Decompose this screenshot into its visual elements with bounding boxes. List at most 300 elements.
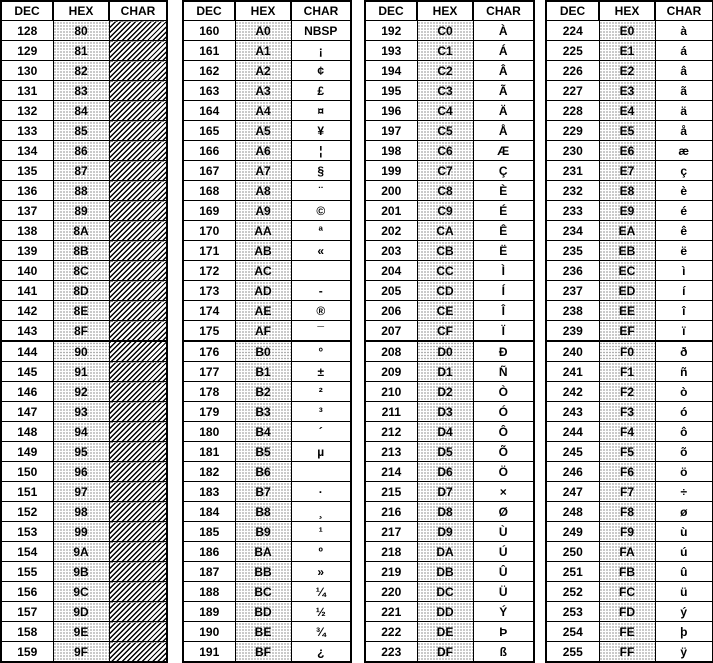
hex-cell: 85 bbox=[53, 121, 109, 141]
dec-cell: 248 bbox=[546, 502, 599, 522]
hex-cell: AE bbox=[235, 301, 291, 321]
dec-cell: 255 bbox=[546, 642, 599, 663]
char-cell: þ bbox=[655, 622, 713, 642]
char-cell: õ bbox=[655, 442, 713, 462]
dec-cell: 200 bbox=[365, 181, 417, 201]
dec-cell: 246 bbox=[546, 462, 599, 482]
dec-cell: 132 bbox=[1, 101, 53, 121]
table-row bbox=[365, 101, 534, 121]
undefined-char-cell bbox=[109, 542, 167, 562]
hex-cell: DA bbox=[417, 542, 473, 562]
dec-cell: 253 bbox=[546, 602, 599, 622]
table-row bbox=[365, 281, 534, 301]
table-row bbox=[183, 341, 351, 362]
table-row bbox=[546, 542, 713, 562]
hex-cell: CF bbox=[417, 321, 473, 342]
dec-cell: 254 bbox=[546, 622, 599, 642]
char-cell: µ bbox=[291, 442, 351, 462]
undefined-char-cell bbox=[109, 562, 167, 582]
char-cell: ² bbox=[291, 382, 351, 402]
dec-cell: 161 bbox=[183, 41, 235, 61]
dec-cell: 162 bbox=[183, 61, 235, 81]
dec-cell: 167 bbox=[183, 161, 235, 181]
dec-cell: 149 bbox=[1, 442, 53, 462]
dec-cell: 193 bbox=[365, 41, 417, 61]
hex-cell: 9B bbox=[53, 562, 109, 582]
hex-cell: C5 bbox=[417, 121, 473, 141]
undefined-char-cell bbox=[109, 21, 167, 41]
dec-cell: 180 bbox=[183, 422, 235, 442]
table-row bbox=[1, 161, 167, 181]
hex-cell: F9 bbox=[599, 522, 655, 542]
hex-cell: 9A bbox=[53, 542, 109, 562]
dec-cell: 225 bbox=[546, 41, 599, 61]
table-row bbox=[1, 602, 167, 622]
dec-cell: 232 bbox=[546, 181, 599, 201]
char-cell bbox=[291, 462, 351, 482]
char-cell: ´ bbox=[291, 422, 351, 442]
hex-header: HEX bbox=[417, 1, 473, 21]
dec-cell: 168 bbox=[183, 181, 235, 201]
char-cell: ¦ bbox=[291, 141, 351, 161]
table-row bbox=[546, 462, 713, 482]
char-cell: é bbox=[655, 201, 713, 221]
char-cell: Í bbox=[473, 281, 534, 301]
hex-cell: B2 bbox=[235, 382, 291, 402]
table-row bbox=[183, 41, 351, 61]
dec-cell: 236 bbox=[546, 261, 599, 281]
hex-cell: AA bbox=[235, 221, 291, 241]
char-cell: Ú bbox=[473, 542, 534, 562]
hex-cell: EF bbox=[599, 321, 655, 342]
char-header: CHAR bbox=[291, 1, 351, 21]
hex-cell: A4 bbox=[235, 101, 291, 121]
table-row bbox=[546, 562, 713, 582]
dec-cell: 244 bbox=[546, 422, 599, 442]
undefined-char-cell bbox=[109, 281, 167, 301]
dec-cell: 207 bbox=[365, 321, 417, 342]
char-cell: ¿ bbox=[291, 642, 351, 663]
hex-cell: 94 bbox=[53, 422, 109, 442]
table-row bbox=[183, 602, 351, 622]
hex-cell: FE bbox=[599, 622, 655, 642]
hex-cell: A3 bbox=[235, 81, 291, 101]
table-row bbox=[365, 542, 534, 562]
undefined-char-cell bbox=[109, 221, 167, 241]
table-row bbox=[1, 582, 167, 602]
dec-cell: 136 bbox=[1, 181, 53, 201]
dec-cell: 205 bbox=[365, 281, 417, 301]
undefined-char-cell bbox=[109, 61, 167, 81]
dec-cell: 235 bbox=[546, 241, 599, 261]
table-row bbox=[183, 101, 351, 121]
table-row bbox=[365, 622, 534, 642]
dec-cell: 182 bbox=[183, 462, 235, 482]
table-row bbox=[1, 462, 167, 482]
table-row bbox=[546, 382, 713, 402]
char-cell: Ï bbox=[473, 321, 534, 342]
table-row bbox=[183, 161, 351, 181]
table-row bbox=[1, 61, 167, 81]
table-row bbox=[546, 181, 713, 201]
dec-cell: 216 bbox=[365, 502, 417, 522]
table-row bbox=[365, 121, 534, 141]
dec-cell: 242 bbox=[546, 382, 599, 402]
hex-cell: D7 bbox=[417, 482, 473, 502]
table-row bbox=[1, 181, 167, 201]
char-cell: è bbox=[655, 181, 713, 201]
hex-cell: A8 bbox=[235, 181, 291, 201]
char-header: CHAR bbox=[655, 1, 713, 21]
char-cell: ¯ bbox=[291, 321, 351, 342]
dec-cell: 134 bbox=[1, 141, 53, 161]
hex-cell: BE bbox=[235, 622, 291, 642]
hex-cell: C2 bbox=[417, 61, 473, 81]
hex-cell: D4 bbox=[417, 422, 473, 442]
hex-cell: 8A bbox=[53, 221, 109, 241]
char-cell: Ø bbox=[473, 502, 534, 522]
dec-cell: 214 bbox=[365, 462, 417, 482]
table-row bbox=[183, 522, 351, 542]
char-cell: Á bbox=[473, 41, 534, 61]
table-row bbox=[546, 121, 713, 141]
hex-cell: E8 bbox=[599, 181, 655, 201]
table-row bbox=[1, 562, 167, 582]
table-row bbox=[183, 422, 351, 442]
table-row bbox=[546, 21, 713, 41]
undefined-char-cell bbox=[109, 362, 167, 382]
hex-cell: D1 bbox=[417, 362, 473, 382]
hex-cell: 8C bbox=[53, 261, 109, 281]
hex-cell: D3 bbox=[417, 402, 473, 422]
dec-cell: 156 bbox=[1, 582, 53, 602]
dec-cell: 189 bbox=[183, 602, 235, 622]
char-cell: ã bbox=[655, 81, 713, 101]
hex-cell: A9 bbox=[235, 201, 291, 221]
char-cell: Þ bbox=[473, 622, 534, 642]
char-cell: NBSP bbox=[291, 21, 351, 41]
dec-cell: 151 bbox=[1, 482, 53, 502]
table-row bbox=[1, 321, 167, 342]
hex-cell: 97 bbox=[53, 482, 109, 502]
hex-cell: C9 bbox=[417, 201, 473, 221]
table-row bbox=[365, 241, 534, 261]
dec-cell: 199 bbox=[365, 161, 417, 181]
char-cell: Ü bbox=[473, 582, 534, 602]
table-row bbox=[1, 81, 167, 101]
dec-cell: 160 bbox=[183, 21, 235, 41]
dec-cell: 227 bbox=[546, 81, 599, 101]
dec-cell: 237 bbox=[546, 281, 599, 301]
hex-cell: DE bbox=[417, 622, 473, 642]
hex-cell: BD bbox=[235, 602, 291, 622]
char-cell: ¢ bbox=[291, 61, 351, 81]
undefined-char-cell bbox=[109, 622, 167, 642]
table-row bbox=[365, 582, 534, 602]
char-cell: Û bbox=[473, 562, 534, 582]
hex-cell: 83 bbox=[53, 81, 109, 101]
dec-cell: 239 bbox=[546, 321, 599, 342]
hex-cell: FF bbox=[599, 642, 655, 663]
char-cell: ¥ bbox=[291, 121, 351, 141]
dec-cell: 144 bbox=[1, 341, 53, 362]
hex-cell: C8 bbox=[417, 181, 473, 201]
char-cell: ç bbox=[655, 161, 713, 181]
char-cell: § bbox=[291, 161, 351, 181]
table-row bbox=[183, 482, 351, 502]
hex-cell: BC bbox=[235, 582, 291, 602]
dec-cell: 178 bbox=[183, 382, 235, 402]
hex-cell: B0 bbox=[235, 341, 291, 362]
table-row bbox=[183, 281, 351, 301]
table-row bbox=[1, 442, 167, 462]
table-row bbox=[183, 442, 351, 462]
char-cell: ¨ bbox=[291, 181, 351, 201]
char-cell: Õ bbox=[473, 442, 534, 462]
undefined-char-cell bbox=[109, 101, 167, 121]
table-row bbox=[365, 41, 534, 61]
hex-cell: B4 bbox=[235, 422, 291, 442]
char-cell: Î bbox=[473, 301, 534, 321]
table-row bbox=[183, 81, 351, 101]
undefined-char-cell bbox=[109, 642, 167, 663]
char-cell: Ö bbox=[473, 462, 534, 482]
char-cell: Ô bbox=[473, 422, 534, 442]
dec-cell: 196 bbox=[365, 101, 417, 121]
hex-cell: AF bbox=[235, 321, 291, 342]
hex-cell: BF bbox=[235, 642, 291, 663]
dec-header: DEC bbox=[1, 1, 53, 21]
char-cell: Ã bbox=[473, 81, 534, 101]
char-cell: » bbox=[291, 562, 351, 582]
table-row bbox=[546, 141, 713, 161]
table-row bbox=[365, 181, 534, 201]
table-row bbox=[183, 642, 351, 663]
char-cell: ß bbox=[473, 642, 534, 663]
table-row bbox=[183, 181, 351, 201]
table-row bbox=[1, 542, 167, 562]
hex-cell: A6 bbox=[235, 141, 291, 161]
char-cell: ª bbox=[291, 221, 351, 241]
hex-cell: A7 bbox=[235, 161, 291, 181]
undefined-char-cell bbox=[109, 201, 167, 221]
dec-cell: 190 bbox=[183, 622, 235, 642]
char-cell: í bbox=[655, 281, 713, 301]
dec-cell: 230 bbox=[546, 141, 599, 161]
table-row bbox=[183, 261, 351, 281]
table-row bbox=[546, 482, 713, 502]
dec-header: DEC bbox=[183, 1, 235, 21]
undefined-char-cell bbox=[109, 141, 167, 161]
undefined-char-cell bbox=[109, 442, 167, 462]
hex-cell: F4 bbox=[599, 422, 655, 442]
table-row bbox=[546, 502, 713, 522]
header-row bbox=[365, 1, 534, 21]
hex-cell: DC bbox=[417, 582, 473, 602]
hex-cell: 8F bbox=[53, 321, 109, 342]
table-row bbox=[365, 201, 534, 221]
table-row bbox=[546, 402, 713, 422]
hex-cell: DF bbox=[417, 642, 473, 663]
dec-cell: 206 bbox=[365, 301, 417, 321]
hex-cell: AC bbox=[235, 261, 291, 281]
hex-cell: BA bbox=[235, 542, 291, 562]
table-row bbox=[1, 101, 167, 121]
undefined-char-cell bbox=[109, 261, 167, 281]
hex-cell: EB bbox=[599, 241, 655, 261]
hex-cell: 9F bbox=[53, 642, 109, 663]
char-cell: à bbox=[655, 21, 713, 41]
dec-cell: 174 bbox=[183, 301, 235, 321]
dec-cell: 208 bbox=[365, 341, 417, 362]
char-cell: Ý bbox=[473, 602, 534, 622]
char-cell: ° bbox=[291, 341, 351, 362]
table-row bbox=[546, 602, 713, 622]
hex-cell: B8 bbox=[235, 502, 291, 522]
hex-cell: F3 bbox=[599, 402, 655, 422]
dec-cell: 181 bbox=[183, 442, 235, 462]
table-row bbox=[1, 402, 167, 422]
dec-cell: 209 bbox=[365, 362, 417, 382]
table-row bbox=[1, 502, 167, 522]
char-cell: ¼ bbox=[291, 582, 351, 602]
hex-cell: B5 bbox=[235, 442, 291, 462]
dec-cell: 229 bbox=[546, 121, 599, 141]
hex-cell: C3 bbox=[417, 81, 473, 101]
hex-cell: B1 bbox=[235, 362, 291, 382]
hex-cell: D5 bbox=[417, 442, 473, 462]
char-cell: À bbox=[473, 21, 534, 41]
hex-cell: 90 bbox=[53, 341, 109, 362]
dec-cell: 203 bbox=[365, 241, 417, 261]
table-row bbox=[1, 241, 167, 261]
table-row bbox=[546, 522, 713, 542]
header-row bbox=[183, 1, 351, 21]
char-header: CHAR bbox=[473, 1, 534, 21]
table-row bbox=[546, 321, 713, 342]
table-row bbox=[183, 21, 351, 41]
hex-cell: F6 bbox=[599, 462, 655, 482]
hex-header: HEX bbox=[53, 1, 109, 21]
table-row bbox=[546, 642, 713, 663]
dec-cell: 170 bbox=[183, 221, 235, 241]
table-row bbox=[1, 141, 167, 161]
hex-cell: E2 bbox=[599, 61, 655, 81]
hex-cell: F7 bbox=[599, 482, 655, 502]
char-cell: å bbox=[655, 121, 713, 141]
dec-cell: 147 bbox=[1, 402, 53, 422]
table-row bbox=[546, 41, 713, 61]
table-row bbox=[183, 141, 351, 161]
table-row bbox=[1, 281, 167, 301]
char-cell: ¾ bbox=[291, 622, 351, 642]
dec-cell: 146 bbox=[1, 382, 53, 402]
dec-cell: 142 bbox=[1, 301, 53, 321]
char-cell: ì bbox=[655, 261, 713, 281]
hex-cell: A2 bbox=[235, 61, 291, 81]
undefined-char-cell bbox=[109, 482, 167, 502]
hex-cell: 8E bbox=[53, 301, 109, 321]
undefined-char-cell bbox=[109, 241, 167, 261]
hex-cell: CE bbox=[417, 301, 473, 321]
dec-cell: 188 bbox=[183, 582, 235, 602]
table-row bbox=[183, 502, 351, 522]
code-table-2 bbox=[182, 0, 352, 663]
table-row bbox=[546, 281, 713, 301]
dec-cell: 194 bbox=[365, 61, 417, 81]
dec-cell: 150 bbox=[1, 462, 53, 482]
hex-cell: A1 bbox=[235, 41, 291, 61]
table-row bbox=[365, 502, 534, 522]
hex-cell: C1 bbox=[417, 41, 473, 61]
table-row bbox=[365, 442, 534, 462]
dec-cell: 252 bbox=[546, 582, 599, 602]
table-row bbox=[1, 121, 167, 141]
hex-cell: 95 bbox=[53, 442, 109, 462]
hex-cell: 81 bbox=[53, 41, 109, 61]
dec-cell: 171 bbox=[183, 241, 235, 261]
hex-cell: B9 bbox=[235, 522, 291, 542]
table-row bbox=[183, 382, 351, 402]
char-cell: º bbox=[291, 542, 351, 562]
dec-cell: 177 bbox=[183, 362, 235, 382]
table-row bbox=[183, 402, 351, 422]
char-cell: ÷ bbox=[655, 482, 713, 502]
hex-cell: 82 bbox=[53, 61, 109, 81]
table-row bbox=[365, 462, 534, 482]
char-header: CHAR bbox=[109, 1, 167, 21]
hex-cell: 99 bbox=[53, 522, 109, 542]
dec-cell: 152 bbox=[1, 502, 53, 522]
char-cell: Ò bbox=[473, 382, 534, 402]
dec-cell: 183 bbox=[183, 482, 235, 502]
table-row bbox=[183, 562, 351, 582]
table-row bbox=[183, 462, 351, 482]
table-row bbox=[1, 642, 167, 663]
char-cell: á bbox=[655, 41, 713, 61]
dec-cell: 192 bbox=[365, 21, 417, 41]
hex-cell: A0 bbox=[235, 21, 291, 41]
char-cell: £ bbox=[291, 81, 351, 101]
undefined-char-cell bbox=[109, 81, 167, 101]
hex-cell: E6 bbox=[599, 141, 655, 161]
char-cell: Ä bbox=[473, 101, 534, 121]
table-row bbox=[365, 221, 534, 241]
char-cell: ± bbox=[291, 362, 351, 382]
char-cell: Ç bbox=[473, 161, 534, 181]
table-row bbox=[365, 321, 534, 342]
char-cell: ú bbox=[655, 542, 713, 562]
char-cell: ù bbox=[655, 522, 713, 542]
undefined-char-cell bbox=[109, 402, 167, 422]
table-row bbox=[1, 522, 167, 542]
table-row bbox=[365, 482, 534, 502]
table-row bbox=[1, 362, 167, 382]
char-cell: ³ bbox=[291, 402, 351, 422]
char-cell: ð bbox=[655, 341, 713, 362]
hex-cell: 88 bbox=[53, 181, 109, 201]
dec-cell: 223 bbox=[365, 642, 417, 663]
table-row bbox=[546, 582, 713, 602]
table-row bbox=[546, 442, 713, 462]
hex-cell: CD bbox=[417, 281, 473, 301]
table-row bbox=[1, 221, 167, 241]
undefined-char-cell bbox=[109, 582, 167, 602]
table-row bbox=[546, 422, 713, 442]
dec-cell: 165 bbox=[183, 121, 235, 141]
hex-cell: CB bbox=[417, 241, 473, 261]
undefined-char-cell bbox=[109, 382, 167, 402]
